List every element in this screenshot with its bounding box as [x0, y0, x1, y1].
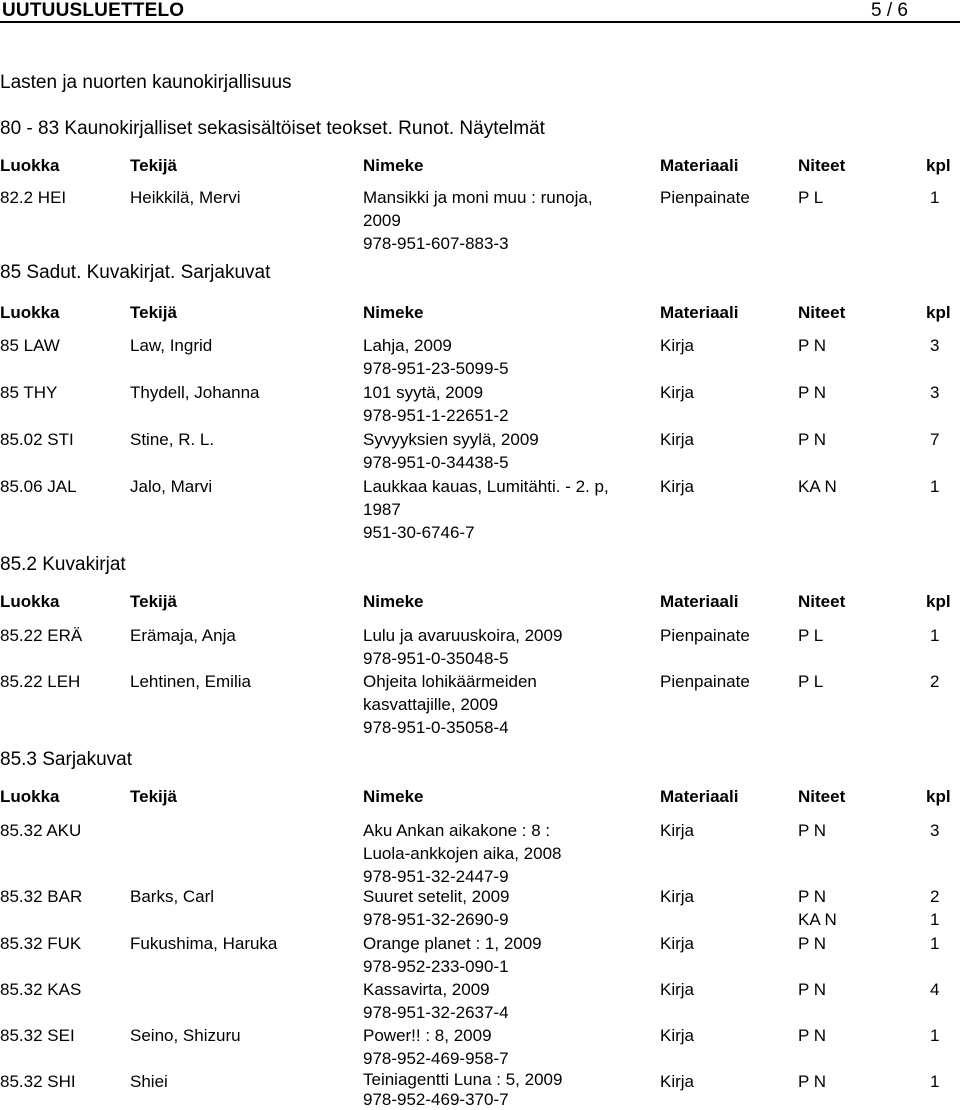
- niteet: P N: [798, 336, 827, 355]
- kpl: 1: [930, 1072, 940, 1091]
- niteet: P L: [798, 672, 824, 691]
- luokka: 85.32 BAR: [0, 887, 83, 906]
- nimeke-isbn: 978-951-0-35048-5: [363, 649, 509, 668]
- niteet: P N: [798, 1072, 827, 1091]
- kpl: 1: [930, 934, 940, 953]
- nimeke-isbn: 951-30-6746-7: [363, 523, 475, 542]
- col-materiaali: Materiaali: [660, 156, 739, 175]
- col-tekija: Tekijä: [130, 592, 177, 611]
- niteet: P N: [798, 980, 827, 999]
- materiaali: Kirja: [660, 383, 695, 402]
- nimeke: [363, 624, 562, 670]
- col-kpl: kpl: [926, 787, 951, 806]
- kpl: 1: [930, 477, 940, 496]
- header-rule: [0, 21, 960, 23]
- niteet: P N: [798, 821, 827, 840]
- nimeke-title: Syvyyksien syylä, 2009: [363, 430, 539, 449]
- nimeke-subtitle: Luola-ankkojen aika, 2008: [363, 844, 562, 863]
- col-kpl: kpl: [926, 303, 951, 322]
- niteet: P N: [798, 934, 827, 953]
- luokka: 85.22 ERÄ: [0, 626, 83, 645]
- nimeke-year: 2009: [363, 211, 401, 230]
- group-heading: 85.2 Kuvakirjat: [0, 554, 126, 575]
- nimeke-isbn: 978-952-469-370-7: [363, 1090, 509, 1109]
- col-luokka: Luokka: [0, 787, 60, 806]
- nimeke: [363, 670, 537, 739]
- materiaali: Kirja: [660, 1072, 695, 1091]
- luokka: 85.06 JAL: [0, 477, 77, 496]
- col-nimeke: Nimeke: [363, 303, 424, 322]
- materiaali: Pienpainate: [660, 672, 750, 691]
- kpl: 1: [930, 626, 940, 645]
- tekija: Barks, Carl: [130, 887, 215, 906]
- kpl: [930, 885, 939, 931]
- column-header-row: [0, 785, 960, 807]
- tekija: Erämaja, Anja: [130, 626, 236, 645]
- col-materiaali: Materiaali: [660, 592, 739, 611]
- nimeke-isbn: 978-951-32-2637-4: [363, 1003, 509, 1022]
- luokka: 85.32 FUK: [0, 934, 82, 953]
- column-header-row: [0, 590, 960, 612]
- kpl: 1: [930, 188, 940, 207]
- nimeke-title: 101 syytä, 2009: [363, 383, 484, 402]
- nimeke-title: Power!! : 8, 2009: [363, 1026, 492, 1045]
- niteet-line: P N: [798, 887, 827, 906]
- materiaali: Pienpainate: [660, 188, 750, 207]
- materiaali: Pienpainate: [660, 626, 750, 645]
- nimeke-title: Mansikki ja moni muu : runoja,: [363, 188, 593, 207]
- nimeke-title: Aku Ankan aikakone : 8 :: [363, 821, 551, 840]
- catalog-title: UUTUUSLUETTELO: [2, 0, 185, 21]
- col-luokka: Luokka: [0, 303, 60, 322]
- tekija: Fukushima, Haruka: [130, 934, 278, 953]
- tekija: Law, Ingrid: [130, 336, 213, 355]
- nimeke-title: Lahja, 2009: [363, 336, 452, 355]
- nimeke-isbn: 978-951-23-5099-5: [363, 359, 509, 378]
- luokka: 85.32 KAS: [0, 980, 82, 999]
- col-materiaali: Materiaali: [660, 303, 739, 322]
- nimeke-title: Kassavirta, 2009: [363, 980, 490, 999]
- column-header-row: [0, 154, 960, 176]
- group-heading: 85 Sadut. Kuvakirjat. Sarjakuvat: [0, 262, 271, 283]
- niteet: P N: [798, 383, 827, 402]
- kpl: 3: [930, 336, 940, 355]
- materiaali: Kirja: [660, 821, 695, 840]
- materiaali: Kirja: [660, 934, 695, 953]
- kpl: 4: [930, 980, 940, 999]
- nimeke: [363, 1070, 562, 1110]
- nimeke-title: Teiniagentti Luna : 5, 2009: [363, 1070, 563, 1089]
- luokka: 85.32 AKU: [0, 821, 82, 840]
- col-tekija: Tekijä: [130, 303, 177, 322]
- niteet: [798, 885, 837, 931]
- tekija: Lehtinen, Emilia: [130, 672, 251, 691]
- col-luokka: Luokka: [0, 592, 60, 611]
- materiaali: Kirja: [660, 477, 695, 496]
- luokka: 85 THY: [0, 383, 58, 402]
- materiaali: Kirja: [660, 980, 695, 999]
- nimeke-title: Lulu ja avaruuskoira, 2009: [363, 626, 563, 645]
- nimeke: [363, 819, 561, 888]
- col-niteet: Niteet: [798, 156, 846, 175]
- materiaali: Kirja: [660, 1026, 695, 1045]
- nimeke-isbn: 978-952-233-090-1: [363, 957, 509, 976]
- niteet: P L: [798, 188, 824, 207]
- niteet: KA N: [798, 477, 837, 496]
- nimeke: [363, 475, 609, 544]
- nimeke: [363, 428, 539, 474]
- col-tekija: Tekijä: [130, 156, 177, 175]
- col-nimeke: Nimeke: [363, 787, 424, 806]
- tekija: Jalo, Marvi: [130, 477, 213, 496]
- nimeke-isbn: 978-952-469-958-7: [363, 1049, 509, 1068]
- nimeke: [363, 381, 509, 427]
- nimeke-isbn: 978-951-32-2690-9: [363, 910, 509, 929]
- section-title: Lasten ja nuorten kaunokirjallisuus: [0, 72, 292, 93]
- col-kpl: kpl: [926, 592, 951, 611]
- tekija: Thydell, Johanna: [130, 383, 260, 402]
- nimeke-isbn: 978-951-607-883-3: [363, 234, 509, 253]
- tekija: Shiei: [130, 1072, 168, 1091]
- nimeke-title: Laukkaa kauas, Lumitähti. - 2. p,: [363, 477, 609, 496]
- kpl: 1: [930, 1026, 940, 1045]
- nimeke: [363, 334, 509, 380]
- nimeke-title: Ohjeita lohikäärmeiden: [363, 672, 537, 691]
- nimeke: [363, 186, 593, 255]
- page-header: [0, 0, 960, 22]
- materiaali: Kirja: [660, 887, 695, 906]
- nimeke: [363, 885, 509, 931]
- nimeke: [363, 932, 542, 978]
- niteet: P N: [798, 1026, 827, 1045]
- nimeke-isbn: 978-951-0-35058-4: [363, 718, 509, 737]
- col-nimeke: Nimeke: [363, 156, 424, 175]
- nimeke: [363, 978, 509, 1024]
- col-kpl: kpl: [926, 156, 951, 175]
- niteet: P L: [798, 626, 824, 645]
- tekija: Stine, R. L.: [130, 430, 215, 449]
- group-heading: 80 - 83 Kaunokirjalliset sekasisältöiset teokset. Runot. Näytelmät: [0, 118, 545, 139]
- luokka: 85.32 SEI: [0, 1026, 75, 1045]
- luokka: 82.2 HEI: [0, 188, 67, 207]
- kpl: 7: [930, 430, 940, 449]
- col-materiaali: Materiaali: [660, 787, 739, 806]
- kpl-line: 1: [930, 910, 940, 929]
- column-header-row: [0, 301, 960, 323]
- materiaali: Kirja: [660, 430, 695, 449]
- nimeke-title: Orange planet : 1, 2009: [363, 934, 542, 953]
- materiaali: Kirja: [660, 336, 695, 355]
- luokka: 85.32 SHI: [0, 1072, 76, 1091]
- page-number: 5 / 6: [871, 0, 908, 21]
- col-tekija: Tekijä: [130, 787, 177, 806]
- luokka: 85.22 LEH: [0, 672, 81, 691]
- kpl: 3: [930, 383, 940, 402]
- col-niteet: Niteet: [798, 787, 846, 806]
- col-niteet: Niteet: [798, 592, 846, 611]
- group-heading: 85.3 Sarjakuvat: [0, 749, 133, 770]
- col-nimeke: Nimeke: [363, 592, 424, 611]
- kpl: 2: [930, 672, 940, 691]
- nimeke: [363, 1024, 509, 1070]
- luokka: 85.02 STI: [0, 430, 74, 449]
- col-niteet: Niteet: [798, 303, 846, 322]
- col-luokka: Luokka: [0, 156, 60, 175]
- nimeke-year: kasvattajille, 2009: [363, 695, 499, 714]
- kpl: 3: [930, 821, 940, 840]
- luokka: 85 LAW: [0, 336, 60, 355]
- nimeke-title: Suuret setelit, 2009: [363, 887, 510, 906]
- nimeke-year: 1987: [363, 500, 401, 519]
- nimeke-isbn: 978-951-0-34438-5: [363, 453, 509, 472]
- niteet-line: KA N: [798, 910, 837, 929]
- niteet: P N: [798, 430, 827, 449]
- nimeke-isbn: 978-951-32-2447-9: [363, 867, 509, 886]
- nimeke-isbn: 978-951-1-22651-2: [363, 406, 509, 425]
- tekija: Heikkilä, Mervi: [130, 188, 241, 207]
- kpl-line: 2: [930, 887, 940, 906]
- tekija: Seino, Shizuru: [130, 1026, 241, 1045]
